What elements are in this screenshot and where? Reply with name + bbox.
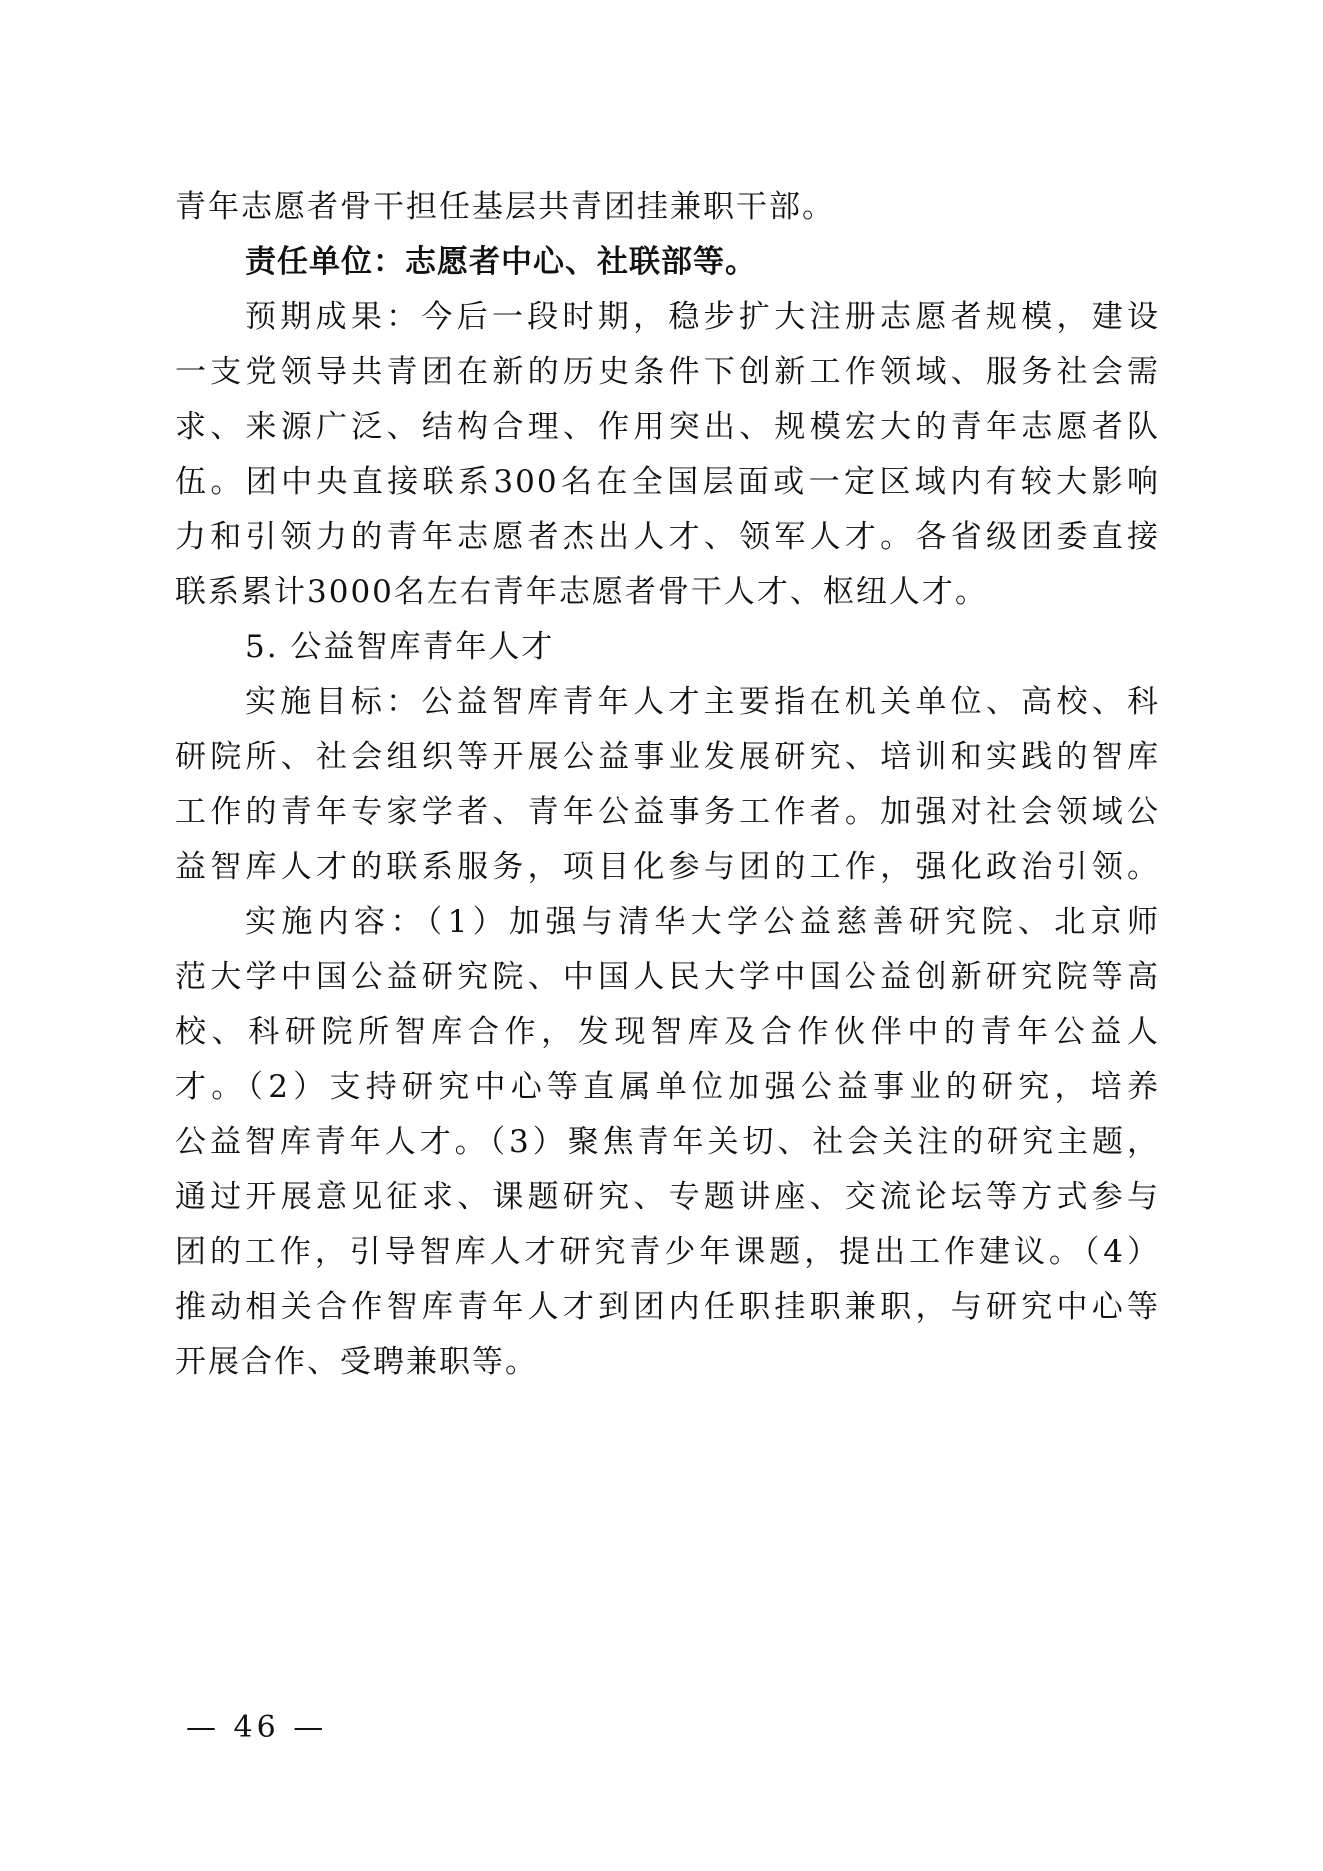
text-line: 预期成果：今后一段时期，稳步扩大注册志愿者规模，建设 [245,299,1160,335]
text-line: 研院所、社会组织等开展公益事业发展研究、培训和实践的智库 [175,739,1160,775]
text-line: 校、科研院所智库合作，发现智库及合作伙伴中的青年公益人 [175,1014,1160,1050]
responsible-unit-heading: 责任单位：志愿者中心、社联部等。 [245,244,757,280]
page-number: — 46 — [186,1710,328,1745]
text-line: 推动相关合作智库青年人才到团内任职挂职兼职，与研究中心等 [175,1289,1160,1325]
text-line: 才。（2）支持研究中心等直属单位加强公益事业的研究，培养 [175,1069,1160,1105]
text-line: 青年志愿者骨干担任基层共青团挂兼职干部。 [175,189,835,225]
text-line: 一支党领导共青团在新的历史条件下创新工作领域、服务社会需 [175,354,1160,390]
text-line: 求、来源广泛、结构合理、作用突出、规模宏大的青年志愿者队 [175,409,1160,445]
text-line: 公益智库青年人才。（3）聚焦青年关切、社会关注的研究主题， [175,1124,1160,1160]
text-line: 力和引领力的青年志愿者杰出人才、领军人才。各省级团委直接 [175,519,1160,555]
text-line: 实施内容：（1）加强与清华大学公益慈善研究院、北京师 [245,904,1160,940]
text-line: 开展合作、受聘兼职等。 [175,1344,538,1380]
text-line: 范大学中国公益研究院、中国人民大学中国公益创新研究院等高 [175,959,1160,995]
text-line: 实施目标：公益智库青年人才主要指在机关单位、高校、科 [245,684,1160,720]
section-heading: 5. 公益智库青年人才 [245,629,555,665]
text-line: 伍。团中央直接联系300名在全国层面或一定区域内有较大影响 [175,464,1160,500]
text-line: 益智库人才的联系服务，项目化参与团的工作，强化政治引领。 [175,849,1160,885]
text-line: 联系累计3000名左右青年志愿者骨干人才、枢纽人才。 [175,574,988,610]
text-line: 工作的青年专家学者、青年公益事务工作者。加强对社会领域公 [175,794,1160,830]
text-line: 通过开展意见征求、课题研究、专题讲座、交流论坛等方式参与 [175,1179,1160,1215]
text-line: 团的工作，引导智库人才研究青少年课题，提出工作建议。（4） [175,1234,1160,1270]
